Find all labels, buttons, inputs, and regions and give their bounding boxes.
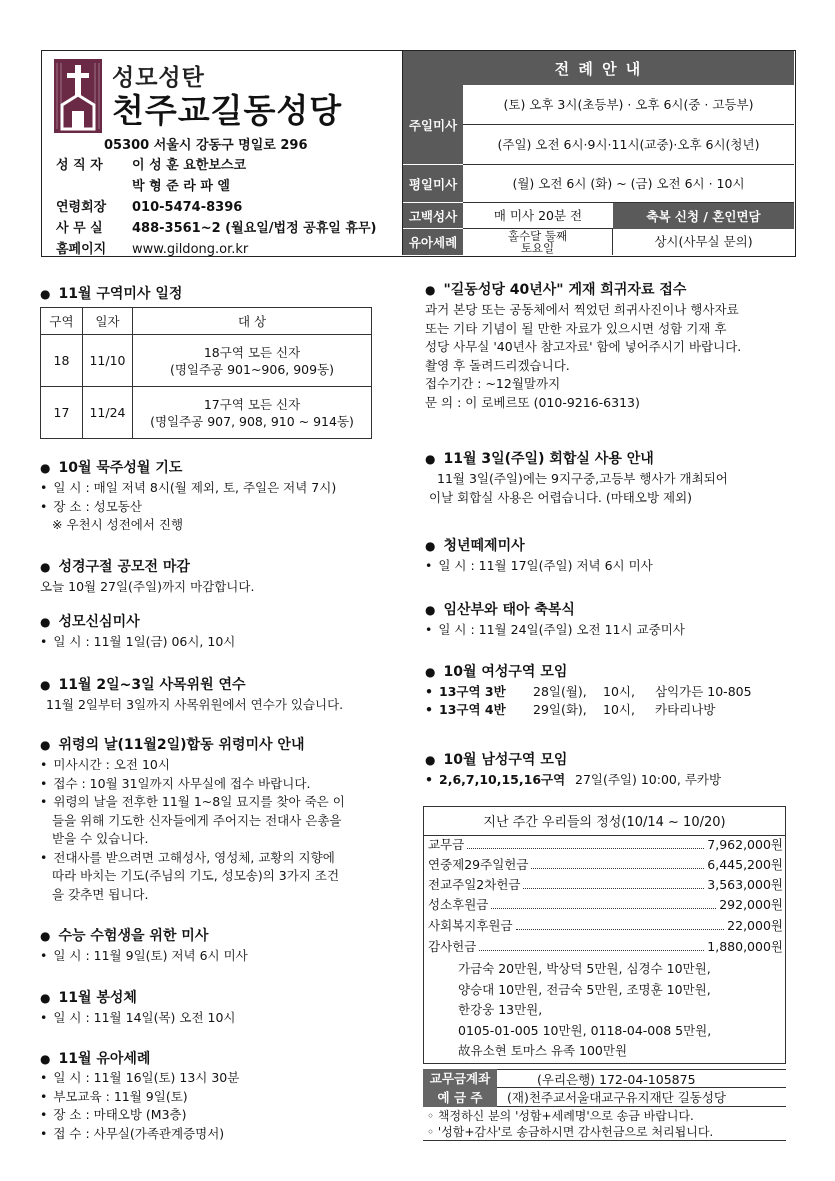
donor-list: 가금숙 20만원, 박상덕 5만원, 심경수 10만원, 양승대 10만원, 전금숙 5만원, 조명훈 10만원, 한강웅 13만원, 0105-01-005 10만원, 0118-04-008 5만원, 故유소현 토마스 유족 100만원: [458, 961, 712, 1058]
infant-baptism-section: ● 11월 유아세례 • 일 시 : 11월 16일(토) 13시 30분 • 부모교육 : 11월 9일(토) • 장 소 : 마태오방 (M3층) • 접 수 : 사무실(가족관계증명서): [40, 1048, 239, 1143]
account-info: [423, 1069, 786, 1141]
pregnancy-blessing-section: ● 임산부와 태아 축복식 • 일 시 : 11월 24일(주일) 오전 11시 교중미사: [425, 599, 685, 640]
offering-row: 교무금 7,962,000원: [428, 837, 783, 852]
infant-baptism-day: 홀수달 둘째 토요일: [463, 229, 613, 255]
office-label: 사 무 실: [56, 221, 103, 236]
infant-baptism-label: 유아세례: [403, 229, 463, 255]
chair-phone: 010-5474-8396: [132, 200, 243, 215]
clergy-label: 성 직 자: [56, 158, 103, 173]
sunday-mass-sat: (토) 오후 3시(초등부) · 오후 6시(중 · 고등부): [463, 85, 794, 125]
exam-mass-section: ● 수능 수험생을 위한 미사 • 일 시 : 11월 9일(토) 저녁 6시 미사: [40, 925, 248, 966]
sunday-mass-label: 주일미사: [403, 85, 463, 165]
clergy-assistant: 박 형 준 라 파 엘: [132, 179, 230, 194]
homepage-link[interactable]: www.gildong.or.kr: [132, 242, 249, 257]
office-phone: 488-3561~2 (월요일/법정 공휴일 휴무): [132, 221, 377, 236]
bible-contest-section: ● 성경구절 공모전 마감 오늘 10월 27일(주일)까지 마감합니다.: [40, 556, 254, 597]
remit-note-1: ◦ 책정하신 분의 '성함+세례명'으로 송금 바랍니다.: [427, 1109, 694, 1123]
bulletin-header: [41, 50, 796, 257]
list-item: • 13구역 4반 29일(화), 10시, 카타리나방: [425, 701, 785, 719]
parish-info: [42, 51, 402, 255]
table-row: 18 11/10 18구역 모든 신자 (명일주공 901~906, 909동): [41, 335, 372, 387]
sunday-mass-sun: (주일) 오전 6시·9시·11시(교중)·오후 6시(청년): [463, 125, 794, 165]
table-header: 일자: [83, 308, 133, 335]
table-header: 구역: [41, 308, 83, 335]
liturgy-schedule: [402, 51, 795, 255]
table-row: 17 11/24 17구역 모든 신자 (명일주공 907, 908, 910 ~ 914동): [41, 387, 372, 439]
offering-summary: [423, 806, 786, 1064]
men-meeting-section: ● 10월 남성구역 모임 • 2,6,7,10,15,16구역 27일(주일) 10:00, 루카방: [425, 749, 785, 789]
confession-time: 매 미사 20분 전: [463, 203, 613, 229]
schedule-title: 전 례 안 내: [403, 51, 794, 85]
clergy-pastor: 이 성 훈 요한보스코: [132, 158, 247, 173]
district-mass-heading: ● 11월 구역미사 일정: [40, 283, 182, 303]
offering-row: 사회복지후원금 22,000원: [428, 918, 783, 933]
rosary-section: ● 10월 묵주성월 기도 • 일 시 : 매일 저녁 8시(월 제외, 토, 주일은 저녁 7시) • 장 소 : 성모동산 ※ 우천시 성전에서 진행: [40, 457, 336, 535]
offering-row: 연중제29주일헌금 6,445,200원: [428, 857, 783, 872]
offering-row: 전교주일2차헌금 3,563,000원: [428, 877, 783, 892]
chair-label: 연령회장: [56, 200, 107, 215]
district-mass-section: [40, 283, 182, 303]
all-souls-section: ● 위령의 날(11월2일)합동 위령미사 안내 • 미사시간 : 오전 10시 • 접수 : 10월 31일까지 사무실에 접수 바랍니다. • 위령의 날을 전후한 11월 1~8일 묘지를 찾아 죽은 이 들을 위해 기도한 신자들에게 주어지는 전대사 은총을 받을 수 있습니다. • 전대사를 받으려면 고해성사, 영성체, 교황의 지향에 따라 바치는 기도(주님의 기도, 성모송)의 3가지 조건 을 갖추면 됩니다.: [40, 734, 345, 904]
remit-note-2: ◦ '성함+감사'로 송금하시면 감사헌금으로 처리됩니다.: [423, 1124, 786, 1141]
parish-subtitle: 성모성탄: [112, 65, 205, 91]
parish-title: 천주교길동성당: [112, 91, 343, 130]
confession-label: 고백성사: [403, 203, 463, 229]
parish-logo-icon: [54, 59, 102, 133]
account-number: (우리은행) 172-04-105875: [537, 1071, 696, 1087]
youth-mass-section: ● 청년떼제미사 • 일 시 : 11월 17일(주일) 저녁 6시 미사: [425, 535, 653, 576]
anniversary-section: ● "길동성당 40년사" 게재 희귀자료 접수 과거 본당 또는 공동체에서 찍었던 희귀사진이나 행사자료 또는 기타 기념이 될 만한 자료가 있으시면 성함 기재 후 성당 사무실 '40년사 참고자료' 함에 넣어주시기 바랍니다. 촬영 후 돌려드리겠습니다. 접수기간 : ~12월말까지 문 의 : 이 로베르또 (010-9216-6313): [425, 279, 741, 412]
meeting-room-section: ● 11월 3일(주일) 회합실 사용 안내 11월 3일(주일)에는 9지구중,고등부 행사가 개최되어 이날 회합실 사용은 어렵습니다. (마태오방 제외): [425, 448, 728, 507]
holder-label: 예 금 주: [423, 1088, 497, 1107]
weekday-mass-label: 평일미사: [403, 165, 463, 203]
first-friday-section: ● 성모신심미사 • 일 시 : 11월 1일(금) 06시, 10시: [40, 611, 235, 652]
consecration-section: ● 11월 봉성체 • 일 시 : 11월 14일(목) 오전 10시: [40, 987, 236, 1028]
offering-title: 지난 주간 우리들의 정성(10/14 ~ 10/20): [424, 811, 785, 836]
retreat-section: ● 11월 2일~3일 사목위원 연수 11월 2일부터 3일까지 사목위원에서 연수가 있습니다.: [40, 674, 343, 715]
weekday-mass-times: (월) 오전 6시 (화) ~ (금) 오전 6시 · 10시: [463, 165, 794, 203]
blessing-request: 축복 신청 / 혼인면담: [613, 203, 794, 229]
account-label: 교무금계좌: [423, 1069, 497, 1088]
women-meeting-section: ● 10월 여성구역 모임 • 13구역 3반 28일(월), 10시, 삼익가든 10-805 • 13구역 4반 29일(화), 10시, 카타리나방: [425, 661, 785, 719]
table-header: 대 상: [133, 308, 372, 335]
web-label: 홈페이지: [56, 242, 107, 257]
district-mass-table: [40, 307, 372, 439]
offering-row: 성소후원금 292,000원: [428, 897, 783, 912]
infant-baptism-inquiry: 상시(사무실 문의): [654, 234, 753, 249]
account-holder: (재)천주교서울대교구유지재단 길동성당: [507, 1090, 727, 1105]
offering-row: 감사헌금 1,880,000원: [428, 939, 783, 954]
parish-address: 05300 서울시 강동구 명일로 296: [104, 138, 308, 153]
list-item: • 13구역 3반 28일(월), 10시, 삼익가든 10-805: [425, 683, 785, 701]
